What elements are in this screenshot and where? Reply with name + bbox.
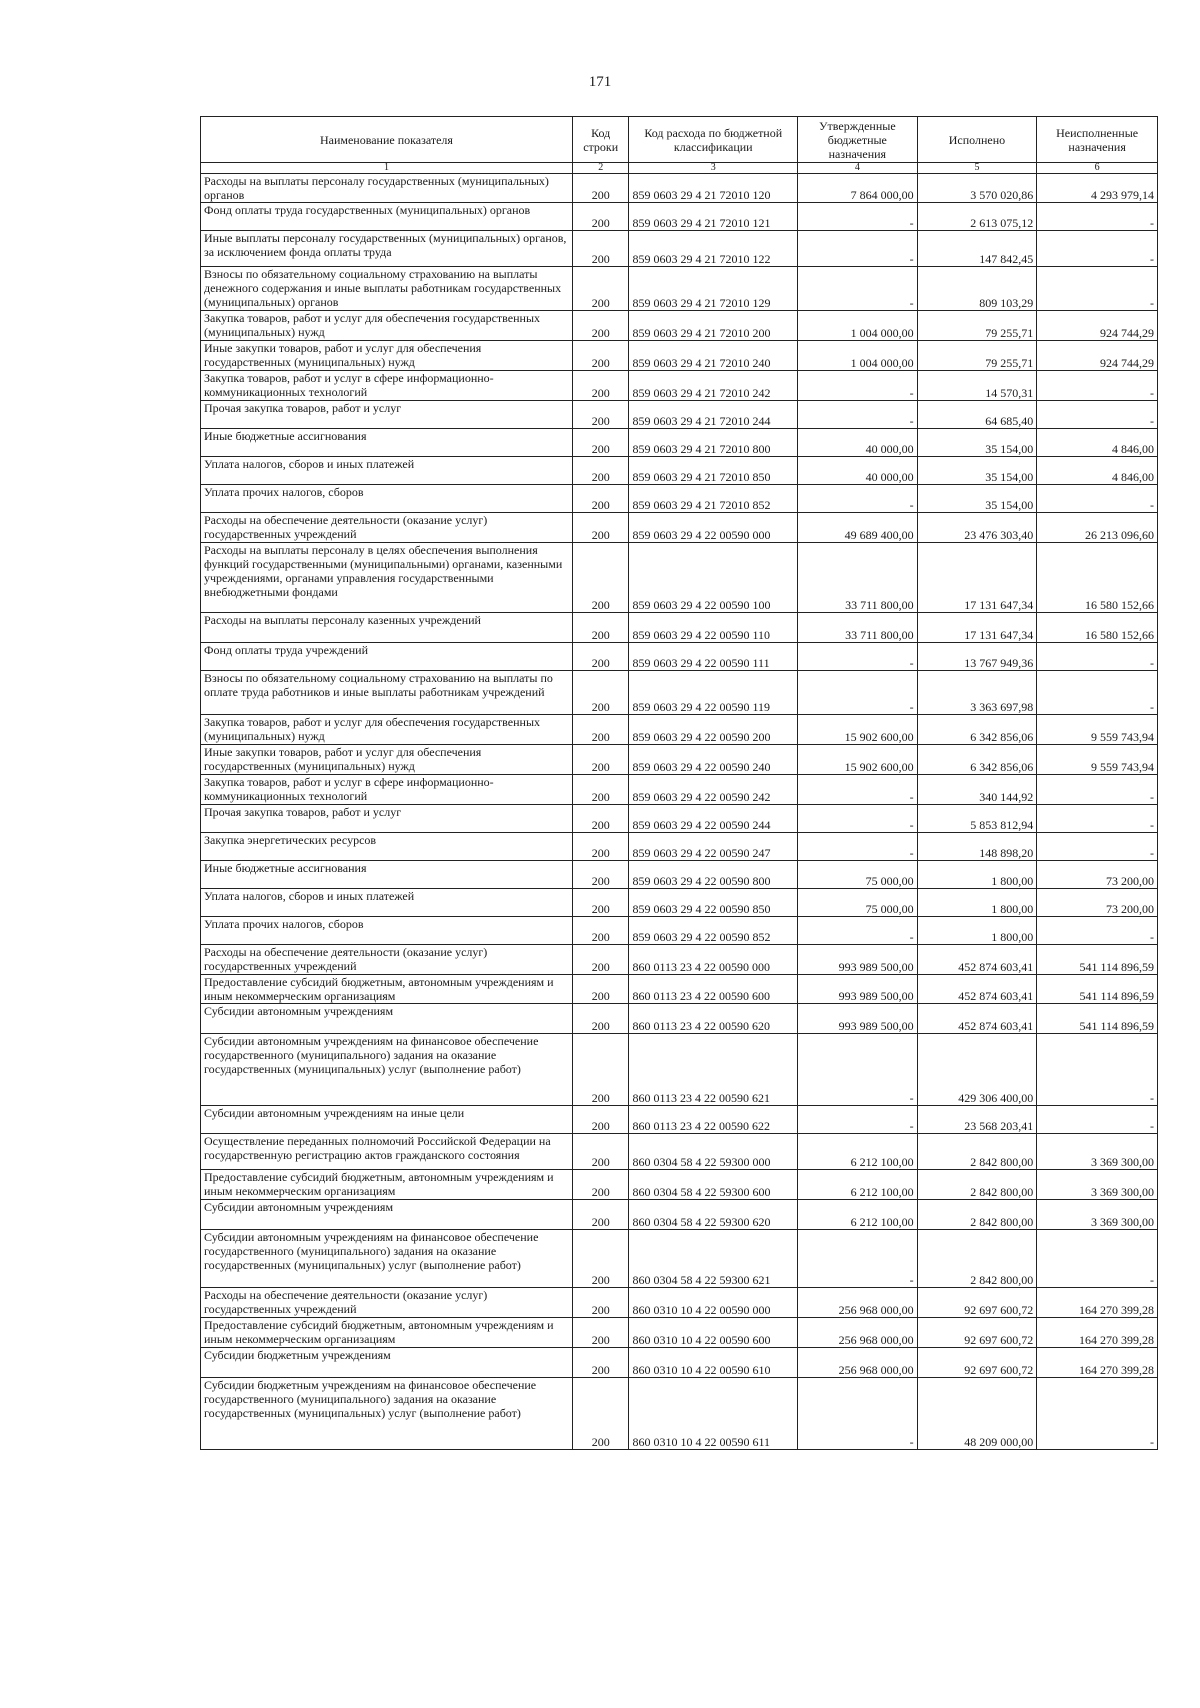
cell-line-code: 200 (572, 945, 629, 975)
cell-name: Осуществление переданных полномочий Российской Федерации на государственную регистрацию актов гражданского состояния (201, 1134, 573, 1170)
table-row (201, 1230, 1158, 1288)
table-row (201, 457, 1158, 485)
cell-executed-amount: 64 685,40 (917, 401, 1037, 429)
cell-executed-amount: 35 154,00 (917, 429, 1037, 457)
cell-executed-amount: 6 342 856,06 (917, 715, 1037, 745)
cell-name: Прочая закупка товаров, работ и услуг (201, 401, 573, 429)
cell-executed-amount: 23 476 303,40 (917, 513, 1037, 543)
cell-approved-amount: - (798, 775, 918, 805)
cell-executed-amount: 6 342 856,06 (917, 745, 1037, 775)
cell-approved-amount: 75 000,00 (798, 861, 918, 889)
cell-unexecuted-amount: 924 744,29 (1037, 311, 1158, 341)
cell-executed-amount: 2 842 800,00 (917, 1200, 1037, 1230)
cell-approved-amount: 40 000,00 (798, 429, 918, 457)
cell-classification-code: 859 0603 29 4 21 72010 122 (629, 231, 798, 267)
cell-line-code: 200 (572, 1288, 629, 1318)
cell-line-code: 200 (572, 861, 629, 889)
cell-unexecuted-amount: - (1037, 231, 1158, 267)
cell-classification-code: 859 0603 29 4 21 72010 200 (629, 311, 798, 341)
cell-executed-amount: 92 697 600,72 (917, 1318, 1037, 1348)
cell-classification-code: 859 0603 29 4 22 00590 800 (629, 861, 798, 889)
cell-name: Уплата налогов, сборов и иных платежей (201, 457, 573, 485)
cell-executed-amount: 148 898,20 (917, 833, 1037, 861)
cell-executed-amount: 79 255,71 (917, 341, 1037, 371)
table-row (201, 975, 1158, 1004)
budget-execution-table (200, 116, 1158, 1450)
cell-unexecuted-amount: 4 846,00 (1037, 457, 1158, 485)
cell-classification-code: 859 0603 29 4 22 00590 100 (629, 543, 798, 613)
cell-executed-amount: 14 570,31 (917, 371, 1037, 401)
cell-name: Иные бюджетные ассигнования (201, 861, 573, 889)
cell-executed-amount: 2 842 800,00 (917, 1170, 1037, 1200)
cell-classification-code: 859 0603 29 4 21 72010 240 (629, 341, 798, 371)
cell-approved-amount: 49 689 400,00 (798, 513, 918, 543)
cell-unexecuted-amount: - (1037, 401, 1158, 429)
cell-executed-amount: 48 209 000,00 (917, 1378, 1037, 1450)
table-row (201, 174, 1158, 203)
cell-approved-amount: - (798, 401, 918, 429)
cell-unexecuted-amount: - (1037, 485, 1158, 513)
cell-unexecuted-amount: 164 270 399,28 (1037, 1348, 1158, 1378)
table-row (201, 1134, 1158, 1170)
table-row (201, 1318, 1158, 1348)
table-row (201, 311, 1158, 341)
cell-unexecuted-amount: - (1037, 371, 1158, 401)
cell-classification-code: 859 0603 29 4 22 00590 200 (629, 715, 798, 745)
cell-line-code: 200 (572, 1348, 629, 1378)
header-unexecuted: Неисполненные назначения (1037, 117, 1158, 163)
table-row (201, 341, 1158, 371)
table-row (201, 543, 1158, 613)
table-row (201, 371, 1158, 401)
cell-unexecuted-amount: - (1037, 1230, 1158, 1288)
table-row (201, 715, 1158, 745)
cell-name: Иные закупки товаров, работ и услуг для обеспечения государственных (муниципальных) нужд (201, 341, 573, 371)
cell-unexecuted-amount: 73 200,00 (1037, 861, 1158, 889)
cell-unexecuted-amount: 164 270 399,28 (1037, 1318, 1158, 1348)
table-row (201, 1348, 1158, 1378)
cell-name: Закупка товаров, работ и услуг в сфере информационно-коммуникационных технологий (201, 775, 573, 805)
cell-name: Закупка энергетических ресурсов (201, 833, 573, 861)
cell-line-code: 200 (572, 1170, 629, 1200)
table-row (201, 861, 1158, 889)
cell-classification-code: 860 0113 23 4 22 00590 000 (629, 945, 798, 975)
cell-executed-amount: 1 800,00 (917, 861, 1037, 889)
cell-unexecuted-amount: - (1037, 203, 1158, 231)
cell-executed-amount: 79 255,71 (917, 311, 1037, 341)
cell-line-code: 200 (572, 341, 629, 371)
cell-unexecuted-amount: - (1037, 671, 1158, 715)
cell-unexecuted-amount: - (1037, 775, 1158, 805)
cell-approved-amount: - (798, 1034, 918, 1106)
cell-name: Предоставление субсидий бюджетным, автономным учреждениям и иным некоммерческим организациям (201, 1170, 573, 1200)
table-row (201, 613, 1158, 643)
cell-classification-code: 859 0603 29 4 22 00590 244 (629, 805, 798, 833)
cell-executed-amount: 809 103,29 (917, 267, 1037, 311)
header-approved: Утвержденные бюджетные назначения (798, 117, 918, 163)
column-number: 4 (798, 163, 918, 174)
cell-executed-amount: 17 131 647,34 (917, 543, 1037, 613)
cell-classification-code: 859 0603 29 4 22 00590 850 (629, 889, 798, 917)
cell-approved-amount: 993 989 500,00 (798, 1004, 918, 1034)
cell-approved-amount: 7 864 000,00 (798, 174, 918, 203)
cell-executed-amount: 35 154,00 (917, 457, 1037, 485)
cell-approved-amount: - (798, 371, 918, 401)
cell-approved-amount: - (798, 267, 918, 311)
header-row (201, 117, 1158, 163)
cell-line-code: 200 (572, 975, 629, 1004)
cell-line-code: 200 (572, 1106, 629, 1134)
table-row (201, 917, 1158, 945)
table-row (201, 401, 1158, 429)
column-number: 2 (572, 163, 629, 174)
cell-classification-code: 860 0113 23 4 22 00590 621 (629, 1034, 798, 1106)
table-row (201, 833, 1158, 861)
cell-line-code: 200 (572, 917, 629, 945)
cell-name: Иные бюджетные ассигнования (201, 429, 573, 457)
cell-name: Субсидии автономным учреждениям (201, 1004, 573, 1034)
cell-name: Расходы на обеспечение деятельности (оказание услуг) государственных учреждений (201, 945, 573, 975)
cell-line-code: 200 (572, 1230, 629, 1288)
table-row (201, 1288, 1158, 1318)
cell-line-code: 200 (572, 429, 629, 457)
cell-line-code: 200 (572, 1378, 629, 1450)
cell-line-code: 200 (572, 889, 629, 917)
cell-classification-code: 859 0603 29 4 22 00590 240 (629, 745, 798, 775)
cell-name: Закупка товаров, работ и услуг для обеспечения государственных (муниципальных) нужд (201, 311, 573, 341)
cell-name: Уплата прочих налогов, сборов (201, 485, 573, 513)
cell-approved-amount: 6 212 100,00 (798, 1170, 918, 1200)
cell-approved-amount: 6 212 100,00 (798, 1134, 918, 1170)
column-number: 5 (917, 163, 1037, 174)
column-number-row (201, 163, 1158, 174)
cell-classification-code: 859 0603 29 4 22 00590 852 (629, 917, 798, 945)
cell-line-code: 200 (572, 745, 629, 775)
table-row (201, 1034, 1158, 1106)
cell-classification-code: 859 0603 29 4 22 00590 110 (629, 613, 798, 643)
cell-classification-code: 859 0603 29 4 21 72010 242 (629, 371, 798, 401)
cell-name: Уплата прочих налогов, сборов (201, 917, 573, 945)
cell-unexecuted-amount: - (1037, 267, 1158, 311)
cell-line-code: 200 (572, 715, 629, 745)
page-number: 171 (588, 74, 612, 90)
cell-executed-amount: 340 144,92 (917, 775, 1037, 805)
cell-name: Прочая закупка товаров, работ и услуг (201, 805, 573, 833)
cell-approved-amount: - (798, 203, 918, 231)
cell-line-code: 200 (572, 1034, 629, 1106)
cell-executed-amount: 452 874 603,41 (917, 945, 1037, 975)
cell-unexecuted-amount: - (1037, 1034, 1158, 1106)
header-classification-code: Код расхода по бюджетной классификации (629, 117, 798, 163)
cell-approved-amount: 993 989 500,00 (798, 975, 918, 1004)
cell-classification-code: 860 0113 23 4 22 00590 620 (629, 1004, 798, 1034)
cell-unexecuted-amount: 541 114 896,59 (1037, 1004, 1158, 1034)
cell-unexecuted-amount: - (1037, 805, 1158, 833)
table-row (201, 1378, 1158, 1450)
cell-name: Расходы на выплаты персоналу государственных (муниципальных) органов (201, 174, 573, 203)
cell-executed-amount: 35 154,00 (917, 485, 1037, 513)
cell-unexecuted-amount: 73 200,00 (1037, 889, 1158, 917)
cell-name: Субсидии автономным учреждениям на финансовое обеспечение государственного (муниципального) задания на оказание государственных (муниципальных) услуг (выполнение работ) (201, 1230, 573, 1288)
cell-approved-amount: 993 989 500,00 (798, 945, 918, 975)
cell-classification-code: 859 0603 29 4 21 72010 852 (629, 485, 798, 513)
cell-line-code: 200 (572, 371, 629, 401)
table-row (201, 267, 1158, 311)
cell-classification-code: 860 0304 58 4 22 59300 620 (629, 1200, 798, 1230)
cell-approved-amount: 40 000,00 (798, 457, 918, 485)
table-row (201, 1106, 1158, 1134)
cell-name: Предоставление субсидий бюджетным, автономным учреждениям и иным некоммерческим организациям (201, 1318, 573, 1348)
cell-unexecuted-amount: - (1037, 833, 1158, 861)
cell-line-code: 200 (572, 1134, 629, 1170)
cell-unexecuted-amount: - (1037, 1378, 1158, 1450)
cell-executed-amount: 1 800,00 (917, 889, 1037, 917)
table-row (201, 231, 1158, 267)
cell-name: Субсидии автономным учреждениям на иные цели (201, 1106, 573, 1134)
cell-unexecuted-amount: 9 559 743,94 (1037, 715, 1158, 745)
cell-line-code: 200 (572, 174, 629, 203)
table-row (201, 203, 1158, 231)
cell-name: Иные закупки товаров, работ и услуг для обеспечения государственных (муниципальных) нужд (201, 745, 573, 775)
cell-name: Расходы на обеспечение деятельности (оказание услуг) государственных учреждений (201, 513, 573, 543)
cell-executed-amount: 147 842,45 (917, 231, 1037, 267)
cell-unexecuted-amount: 541 114 896,59 (1037, 975, 1158, 1004)
cell-name: Иные выплаты персоналу государственных (муниципальных) органов, за исключением фонда оплаты труда (201, 231, 573, 267)
cell-unexecuted-amount: 4 293 979,14 (1037, 174, 1158, 203)
cell-classification-code: 860 0304 58 4 22 59300 600 (629, 1170, 798, 1200)
cell-name: Закупка товаров, работ и услуг для обеспечения государственных (муниципальных) нужд (201, 715, 573, 745)
cell-approved-amount: 1 004 000,00 (798, 311, 918, 341)
cell-unexecuted-amount: 3 369 300,00 (1037, 1200, 1158, 1230)
cell-line-code: 200 (572, 203, 629, 231)
cell-line-code: 200 (572, 613, 629, 643)
cell-approved-amount: - (798, 1106, 918, 1134)
cell-name: Взносы по обязательному социальному страхованию на выплаты денежного содержания и иные выплаты работникам государственных (муниципальных) органов (201, 267, 573, 311)
cell-classification-code: 860 0113 23 4 22 00590 622 (629, 1106, 798, 1134)
table-row (201, 485, 1158, 513)
cell-executed-amount: 13 767 949,36 (917, 643, 1037, 671)
cell-unexecuted-amount: - (1037, 643, 1158, 671)
cell-approved-amount: 15 902 600,00 (798, 745, 918, 775)
cell-executed-amount: 92 697 600,72 (917, 1288, 1037, 1318)
cell-line-code: 200 (572, 311, 629, 341)
cell-executed-amount: 3 570 020,86 (917, 174, 1037, 203)
cell-executed-amount: 5 853 812,94 (917, 805, 1037, 833)
table-row (201, 945, 1158, 975)
cell-approved-amount: - (798, 485, 918, 513)
cell-name: Уплата налогов, сборов и иных платежей (201, 889, 573, 917)
cell-approved-amount: 33 711 800,00 (798, 543, 918, 613)
cell-approved-amount: - (798, 805, 918, 833)
cell-executed-amount: 23 568 203,41 (917, 1106, 1037, 1134)
cell-approved-amount: 256 968 000,00 (798, 1348, 918, 1378)
column-number: 1 (201, 163, 573, 174)
cell-executed-amount: 1 800,00 (917, 917, 1037, 945)
table-row (201, 429, 1158, 457)
cell-unexecuted-amount: 16 580 152,66 (1037, 543, 1158, 613)
cell-classification-code: 860 0310 10 4 22 00590 611 (629, 1378, 798, 1450)
cell-line-code: 200 (572, 833, 629, 861)
cell-unexecuted-amount: 541 114 896,59 (1037, 945, 1158, 975)
cell-line-code: 200 (572, 1200, 629, 1230)
cell-classification-code: 860 0310 10 4 22 00590 610 (629, 1348, 798, 1378)
cell-line-code: 200 (572, 1318, 629, 1348)
cell-classification-code: 860 0310 10 4 22 00590 000 (629, 1288, 798, 1318)
cell-line-code: 200 (572, 513, 629, 543)
table-row (201, 513, 1158, 543)
cell-classification-code: 859 0603 29 4 22 00590 242 (629, 775, 798, 805)
header-executed: Исполнено (917, 117, 1037, 163)
cell-classification-code: 860 0113 23 4 22 00590 600 (629, 975, 798, 1004)
cell-classification-code: 859 0603 29 4 21 72010 800 (629, 429, 798, 457)
cell-executed-amount: 429 306 400,00 (917, 1034, 1037, 1106)
cell-classification-code: 859 0603 29 4 22 00590 119 (629, 671, 798, 715)
table-row (201, 1200, 1158, 1230)
cell-approved-amount: - (798, 671, 918, 715)
cell-unexecuted-amount: 9 559 743,94 (1037, 745, 1158, 775)
table-row (201, 643, 1158, 671)
cell-unexecuted-amount: 4 846,00 (1037, 429, 1158, 457)
cell-unexecuted-amount: 16 580 152,66 (1037, 613, 1158, 643)
cell-classification-code: 859 0603 29 4 21 72010 850 (629, 457, 798, 485)
cell-line-code: 200 (572, 485, 629, 513)
cell-name: Взносы по обязательному социальному страхованию на выплаты по оплате труда работников и иные выплаты работникам учреждений (201, 671, 573, 715)
cell-approved-amount: - (798, 231, 918, 267)
cell-line-code: 200 (572, 775, 629, 805)
cell-classification-code: 859 0603 29 4 21 72010 120 (629, 174, 798, 203)
table-body (201, 174, 1158, 1450)
cell-line-code: 200 (572, 671, 629, 715)
column-number: 3 (629, 163, 798, 174)
cell-classification-code: 860 0310 10 4 22 00590 600 (629, 1318, 798, 1348)
cell-classification-code: 859 0603 29 4 21 72010 129 (629, 267, 798, 311)
cell-name: Субсидии бюджетным учреждениям на финансовое обеспечение государственного (муниципального) задания на оказание государственных (муниципальных) услуг (выполнение работ) (201, 1378, 573, 1450)
cell-unexecuted-amount: 164 270 399,28 (1037, 1288, 1158, 1318)
cell-executed-amount: 452 874 603,41 (917, 975, 1037, 1004)
cell-name: Субсидии бюджетным учреждениям (201, 1348, 573, 1378)
table-row (201, 775, 1158, 805)
cell-approved-amount: 256 968 000,00 (798, 1318, 918, 1348)
table-row (201, 671, 1158, 715)
cell-name: Расходы на выплаты персоналу в целях обеспечения выполнения функций государственными (муниципальными) органами, казенными учреждениями, органами управления государственными внебюджетными фондами (201, 543, 573, 613)
cell-line-code: 200 (572, 805, 629, 833)
cell-line-code: 200 (572, 231, 629, 267)
cell-approved-amount: - (798, 1230, 918, 1288)
cell-classification-code: 859 0603 29 4 22 00590 247 (629, 833, 798, 861)
cell-executed-amount: 2 842 800,00 (917, 1134, 1037, 1170)
table-row (201, 1004, 1158, 1034)
cell-approved-amount: 256 968 000,00 (798, 1288, 918, 1318)
cell-approved-amount: 15 902 600,00 (798, 715, 918, 745)
cell-unexecuted-amount: - (1037, 917, 1158, 945)
cell-unexecuted-amount: 3 369 300,00 (1037, 1134, 1158, 1170)
cell-executed-amount: 452 874 603,41 (917, 1004, 1037, 1034)
cell-executed-amount: 2 842 800,00 (917, 1230, 1037, 1288)
cell-approved-amount: 6 212 100,00 (798, 1200, 918, 1230)
cell-name: Расходы на обеспечение деятельности (оказание услуг) государственных учреждений (201, 1288, 573, 1318)
cell-classification-code: 859 0603 29 4 21 72010 244 (629, 401, 798, 429)
cell-approved-amount: 75 000,00 (798, 889, 918, 917)
cell-line-code: 200 (572, 267, 629, 311)
cell-name: Субсидии автономным учреждениям на финансовое обеспечение государственного (муниципального) задания на оказание государственных (муниципальных) услуг (выполнение работ) (201, 1034, 573, 1106)
table-row (201, 805, 1158, 833)
cell-line-code: 200 (572, 643, 629, 671)
cell-approved-amount: - (798, 1378, 918, 1450)
table-row (201, 889, 1158, 917)
cell-approved-amount: 1 004 000,00 (798, 341, 918, 371)
cell-line-code: 200 (572, 401, 629, 429)
cell-executed-amount: 3 363 697,98 (917, 671, 1037, 715)
cell-approved-amount: - (798, 643, 918, 671)
cell-classification-code: 859 0603 29 4 22 00590 111 (629, 643, 798, 671)
cell-name: Расходы на выплаты персоналу казенных учреждений (201, 613, 573, 643)
cell-approved-amount: 33 711 800,00 (798, 613, 918, 643)
cell-classification-code: 860 0304 58 4 22 59300 000 (629, 1134, 798, 1170)
header-name: Наименование показателя (201, 117, 573, 163)
cell-name: Предоставление субсидий бюджетным, автономным учреждениям и иным некоммерческим организациям (201, 975, 573, 1004)
header-line-code: Код строки (572, 117, 629, 163)
table-row (201, 745, 1158, 775)
cell-name: Закупка товаров, работ и услуг в сфере информационно-коммуникационных технологий (201, 371, 573, 401)
cell-name: Фонд оплаты труда учреждений (201, 643, 573, 671)
cell-unexecuted-amount: 924 744,29 (1037, 341, 1158, 371)
cell-classification-code: 860 0304 58 4 22 59300 621 (629, 1230, 798, 1288)
cell-line-code: 200 (572, 457, 629, 485)
column-number: 6 (1037, 163, 1158, 174)
cell-unexecuted-amount: - (1037, 1106, 1158, 1134)
cell-approved-amount: - (798, 833, 918, 861)
cell-unexecuted-amount: 26 213 096,60 (1037, 513, 1158, 543)
cell-name: Фонд оплаты труда государственных (муниципальных) органов (201, 203, 573, 231)
cell-approved-amount: - (798, 917, 918, 945)
table-row (201, 1170, 1158, 1200)
cell-classification-code: 859 0603 29 4 21 72010 121 (629, 203, 798, 231)
cell-executed-amount: 17 131 647,34 (917, 613, 1037, 643)
cell-classification-code: 859 0603 29 4 22 00590 000 (629, 513, 798, 543)
cell-line-code: 200 (572, 1004, 629, 1034)
cell-name: Субсидии автономным учреждениям (201, 1200, 573, 1230)
cell-unexecuted-amount: 3 369 300,00 (1037, 1170, 1158, 1200)
cell-line-code: 200 (572, 543, 629, 613)
cell-executed-amount: 2 613 075,12 (917, 203, 1037, 231)
cell-executed-amount: 92 697 600,72 (917, 1348, 1037, 1378)
